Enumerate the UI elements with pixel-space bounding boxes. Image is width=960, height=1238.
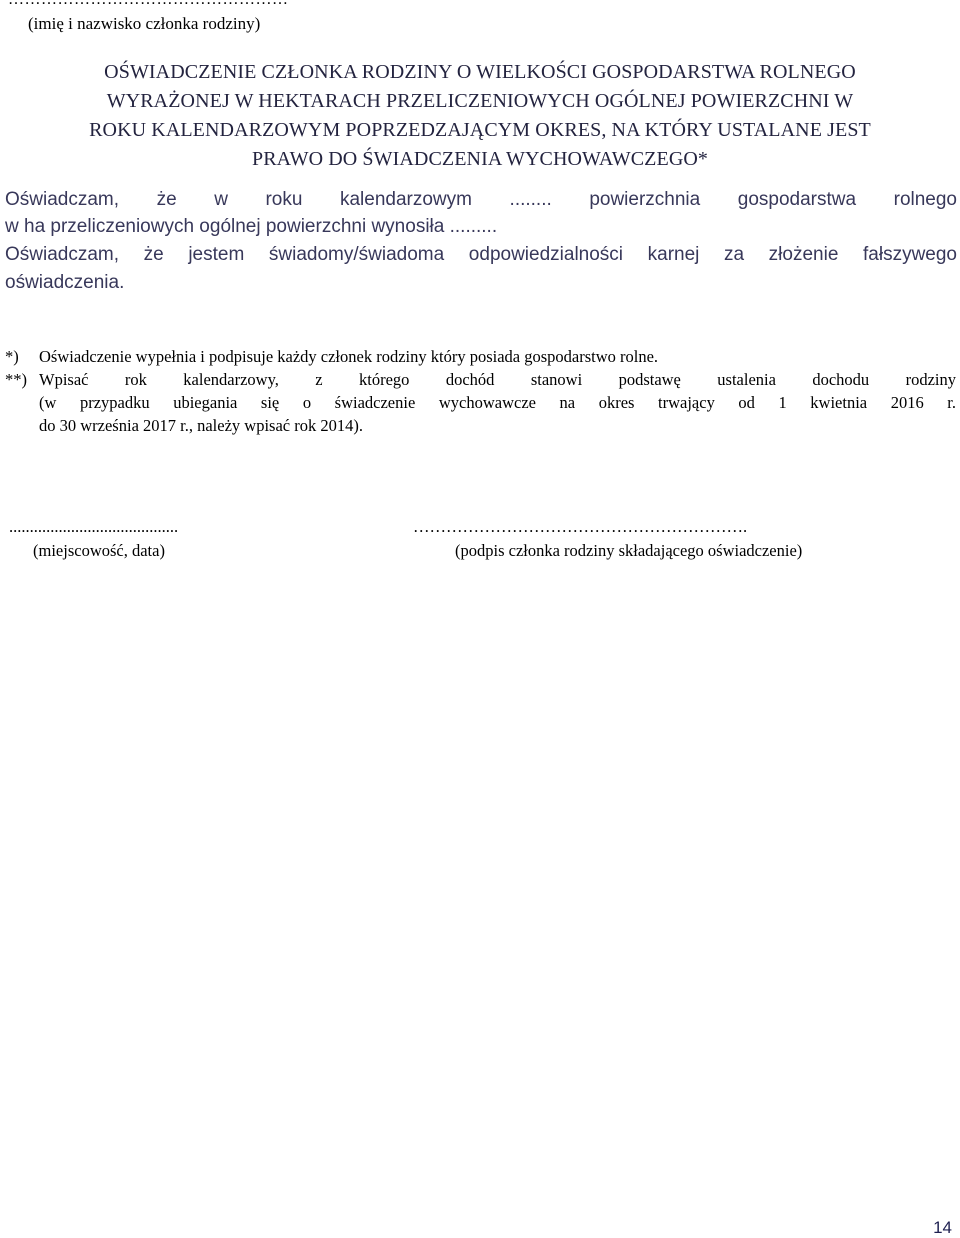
footnote-text: Oświadczenie wypełnia i podpisuje każdy członek rodziny który posiada gospodarstwo rolne.: [39, 347, 659, 366]
footnote-mark: *): [5, 347, 19, 366]
statement-line: oświadczenia.: [5, 272, 125, 293]
name-caption: (imię i nazwisko członka rodziny): [28, 14, 261, 33]
title-line: ROKU KALENDARZOWYM POPRZEDZAJĄCYM OKRES, NA KTÓRY USTALANE JEST: [89, 119, 871, 141]
statement-line: Oświadczam, że jestem świadomy/świadoma odpowiedzialności karnej za złożenie fałszywego: [5, 244, 957, 265]
signature-fill-line[interactable]: …………………………………………………….: [413, 517, 748, 536]
page-number: 14: [933, 1218, 952, 1237]
place-date-fill-line[interactable]: .........................................: [9, 517, 179, 536]
name-fill-line[interactable]: [8, 0, 289, 9]
footnote-text: Wpisać rok kalendarzowy, z którego dochód stanowi podstawę ustalenia dochodu rodziny: [39, 370, 956, 389]
document-title: [0, 58, 960, 174]
title-line: PRAWO DO ŚWIADCZENIA WYCHOWAWCZEGO*: [252, 148, 708, 170]
statement-line: w ha przeliczeniowych ogólnej powierzchni wynosiła .........: [5, 216, 498, 237]
place-date-label: (miejscowość, data): [33, 541, 165, 560]
statement-line: Oświadczam, że w roku kalendarzowym ........ powierzchnia gospodarstwa rolnego: [5, 189, 957, 210]
footnote-text: (w przypadku ubiegania się o świadczenie wychowawcze na okres trwający od 1 kwietnia 2016 r.: [39, 393, 956, 412]
title-line: OŚWIADCZENIE CZŁONKA RODZINY O WIELKOŚCI GOSPODARSTWA ROLNEGO: [104, 61, 856, 83]
signature-label: (podpis członka rodziny składającego oświadczenie): [455, 541, 803, 560]
title-line: WYRAŻONEJ W HEKTARACH PRZELICZENIOWYCH OGÓLNEJ POWIERZCHNI W: [106, 90, 854, 112]
footnote-mark: **): [5, 370, 27, 389]
footnote-text: do 30 września 2017 r., należy wpisać rok 2014).: [39, 416, 363, 435]
